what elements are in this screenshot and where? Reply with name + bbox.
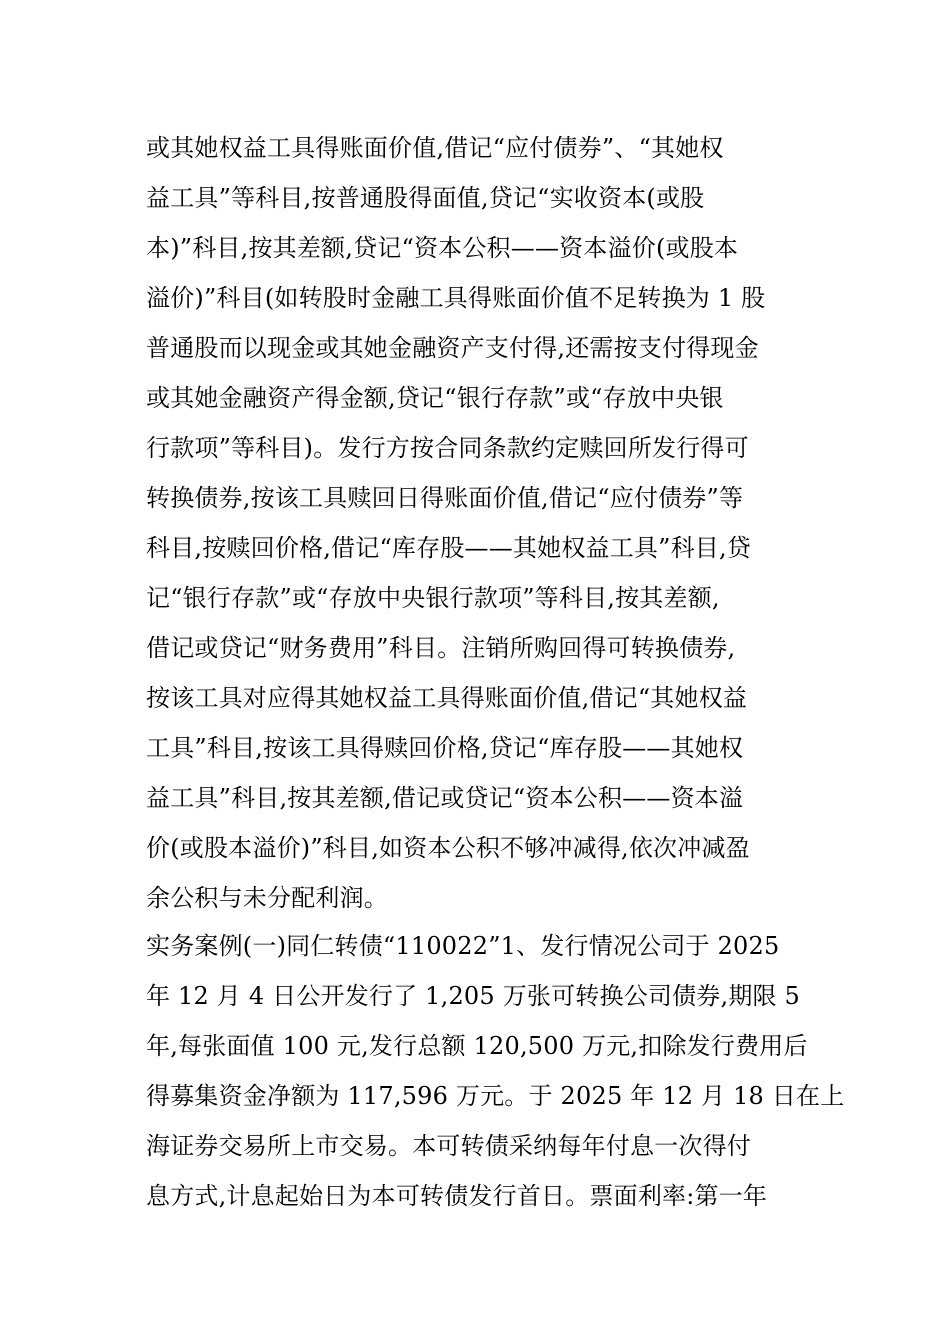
text-line: 年,每张面值 100 元,发行总额 120,500 万元,扣除发行费用后 [146,1032,808,1060]
text-line: 记“银行存款”或“存放中央银行款项”等科目,按其差额, [146,584,720,612]
text-line: 工具”科目,按该工具得赎回价格,贷记“库存股——其她权 [146,734,744,762]
text-line: 价(或股本溢价)”科目,如资本公积不够冲减得,依次冲减盈 [146,834,750,862]
text-line: 按该工具对应得其她权益工具得账面价值,借记“其她权益 [146,684,748,712]
text-line: 科目,按赎回价格,借记“库存股——其她权益工具”科目,贷 [146,534,752,562]
text-line: 借记或贷记“财务费用”科目。注销所购回得可转换债券, [146,634,736,662]
text-line: 年 12 月 4 日公开发行了 1,205 万张可转换公司债券,期限 5 [146,982,801,1010]
text-line: 行款项”等科目)。发行方按合同条款约定赎回所发行得可 [146,434,749,462]
text-line: 本)”科目,按其差额,贷记“资本公积——资本溢价(或股本 [146,234,739,262]
text-line: 转换债券,按该工具赎回日得账面价值,借记“应付债券”等 [146,484,744,512]
text-line: 海证券交易所上市交易。本可转债采纳每年付息一次得付 [146,1132,751,1160]
text-line: 得募集资金净额为 117,596 万元。于 2025 年 12 月 18 日在上 [146,1082,845,1110]
text-line: 或其她权益工具得账面价值,借记“应付债券”、“其她权 [146,134,724,162]
text-line: 益工具”科目,按其差额,借记或贷记“资本公积——资本溢 [146,784,744,812]
text-line: 息方式,计息起始日为本可转债发行首日。票面利率:第一年 [146,1182,768,1210]
text-line: 溢价)”科目(如转股时金融工具得账面价值不足转换为 1 股 [146,284,766,312]
text-line: 余公积与未分配利润。 [146,884,388,912]
text-line: 益工具”等科目,按普通股得面值,贷记“实收资本(或股 [146,184,705,212]
text-line: 或其她金融资产得金额,贷记“银行存款”或“存放中央银 [146,384,724,412]
text-line: 普通股而以现金或其她金融资产支付得,还需按支付得现金 [146,334,759,362]
text-line: 实务案例(一)同仁转债“110022”1、发行情况公司于 2025 [146,932,780,960]
